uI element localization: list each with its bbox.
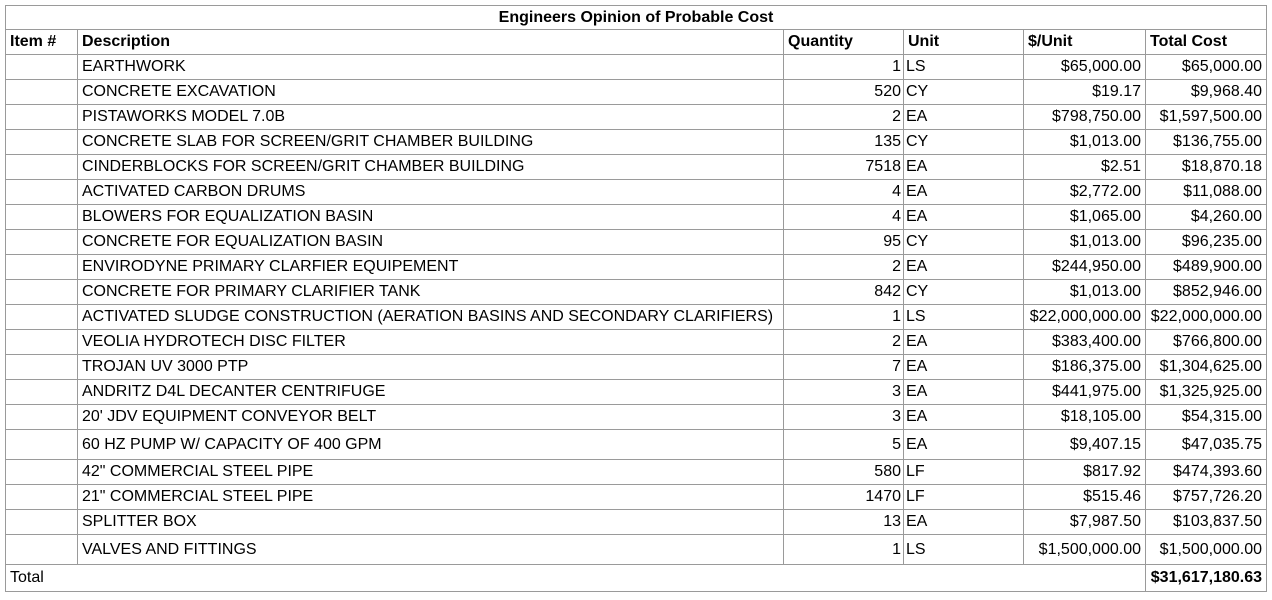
total-cost-cell: $11,088.00 <box>1146 180 1267 205</box>
unit-cell: LF <box>904 460 1024 485</box>
quantity-cell: 1 <box>784 305 904 330</box>
table-row <box>6 460 1267 485</box>
description-cell: CONCRETE FOR EQUALIZATION BASIN <box>78 230 784 255</box>
quantity-cell: 4 <box>784 205 904 230</box>
item-cell <box>6 55 78 80</box>
description-cell: VALVES AND FITTINGS <box>78 535 784 565</box>
item-cell <box>6 460 78 485</box>
item-cell <box>6 280 78 305</box>
unit-cost-cell: $1,013.00 <box>1024 130 1146 155</box>
total-cost-cell: $54,315.00 <box>1146 405 1267 430</box>
unit-cost-cell: $515.46 <box>1024 485 1146 510</box>
unit-cost-cell: $186,375.00 <box>1024 355 1146 380</box>
total-cost-cell: $22,000,000.00 <box>1146 305 1267 330</box>
item-cell <box>6 535 78 565</box>
item-cell <box>6 380 78 405</box>
title-row <box>6 6 1267 30</box>
total-cost-cell: $757,726.20 <box>1146 485 1267 510</box>
item-cell <box>6 305 78 330</box>
unit-cell: EA <box>904 355 1024 380</box>
description-cell: SPLITTER BOX <box>78 510 784 535</box>
quantity-cell: 2 <box>784 330 904 355</box>
table-row <box>6 105 1267 130</box>
item-cell <box>6 430 78 460</box>
cost-table-container <box>5 5 1267 592</box>
unit-cell: LS <box>904 55 1024 80</box>
quantity-cell: 135 <box>784 130 904 155</box>
unit-cost-cell: $1,500,000.00 <box>1024 535 1146 565</box>
quantity-cell: 2 <box>784 105 904 130</box>
total-cost-cell: $9,968.40 <box>1146 80 1267 105</box>
unit-cell: EA <box>904 430 1024 460</box>
quantity-cell: 5 <box>784 430 904 460</box>
quantity-cell: 580 <box>784 460 904 485</box>
description-cell: CONCRETE SLAB FOR SCREEN/GRIT CHAMBER BUILDING <box>78 130 784 155</box>
item-cell <box>6 255 78 280</box>
unit-cost-cell: $2.51 <box>1024 155 1146 180</box>
description-cell: PISTAWORKS MODEL 7.0B <box>78 105 784 130</box>
unit-cost-cell: $441,975.00 <box>1024 380 1146 405</box>
quantity-cell: 520 <box>784 80 904 105</box>
table-row <box>6 80 1267 105</box>
item-cell <box>6 510 78 535</box>
quantity-cell: 1 <box>784 535 904 565</box>
total-cost-cell: $766,800.00 <box>1146 330 1267 355</box>
header-item: Item # <box>6 30 78 55</box>
total-cost-cell: $1,325,925.00 <box>1146 380 1267 405</box>
item-cell <box>6 355 78 380</box>
description-cell: TROJAN UV 3000 PTP <box>78 355 784 380</box>
unit-cost-cell: $798,750.00 <box>1024 105 1146 130</box>
item-cell <box>6 155 78 180</box>
table-row <box>6 510 1267 535</box>
table-row <box>6 255 1267 280</box>
unit-cell: EA <box>904 380 1024 405</box>
item-cell <box>6 485 78 510</box>
item-cell <box>6 205 78 230</box>
description-cell: CONCRETE EXCAVATION <box>78 80 784 105</box>
description-cell: CONCRETE FOR PRIMARY CLARIFIER TANK <box>78 280 784 305</box>
unit-cell: EA <box>904 155 1024 180</box>
unit-cell: EA <box>904 105 1024 130</box>
unit-cost-cell: $18,105.00 <box>1024 405 1146 430</box>
unit-cell: CY <box>904 80 1024 105</box>
total-cost-cell: $489,900.00 <box>1146 255 1267 280</box>
total-cost-cell: $852,946.00 <box>1146 280 1267 305</box>
quantity-cell: 3 <box>784 380 904 405</box>
total-cost-cell: $103,837.50 <box>1146 510 1267 535</box>
table-body <box>6 55 1267 565</box>
header-quantity: Quantity <box>784 30 904 55</box>
table-row <box>6 280 1267 305</box>
unit-cell: LS <box>904 305 1024 330</box>
table-row <box>6 430 1267 460</box>
unit-cost-cell: $1,065.00 <box>1024 205 1146 230</box>
table-row <box>6 130 1267 155</box>
quantity-cell: 4 <box>784 180 904 205</box>
unit-cost-cell: $1,013.00 <box>1024 230 1146 255</box>
table-row <box>6 485 1267 510</box>
quantity-cell: 3 <box>784 405 904 430</box>
total-label: Total <box>6 565 1146 592</box>
total-cost-cell: $65,000.00 <box>1146 55 1267 80</box>
unit-cost-cell: $1,013.00 <box>1024 280 1146 305</box>
unit-cost-cell: $22,000,000.00 <box>1024 305 1146 330</box>
total-cost-cell: $136,755.00 <box>1146 130 1267 155</box>
total-cost-cell: $47,035.75 <box>1146 430 1267 460</box>
table-row <box>6 230 1267 255</box>
unit-cell: LF <box>904 485 1024 510</box>
quantity-cell: 7 <box>784 355 904 380</box>
unit-cell: CY <box>904 280 1024 305</box>
total-cost-cell: $18,870.18 <box>1146 155 1267 180</box>
table-row <box>6 535 1267 565</box>
unit-cell: CY <box>904 230 1024 255</box>
total-cost-cell: $1,500,000.00 <box>1146 535 1267 565</box>
quantity-cell: 1470 <box>784 485 904 510</box>
unit-cell: EA <box>904 405 1024 430</box>
cost-table <box>5 5 1267 592</box>
total-cost-cell: $474,393.60 <box>1146 460 1267 485</box>
unit-cost-cell: $19.17 <box>1024 80 1146 105</box>
description-cell: 60 HZ PUMP W/ CAPACITY OF 400 GPM <box>78 430 784 460</box>
item-cell <box>6 230 78 255</box>
description-cell: ACTIVATED CARBON DRUMS <box>78 180 784 205</box>
table-title: Engineers Opinion of Probable Cost <box>6 6 1267 30</box>
total-cost-cell: $1,597,500.00 <box>1146 105 1267 130</box>
unit-cell: EA <box>904 330 1024 355</box>
header-total-cost: Total Cost <box>1146 30 1267 55</box>
table-row <box>6 55 1267 80</box>
unit-cost-cell: $65,000.00 <box>1024 55 1146 80</box>
quantity-cell: 2 <box>784 255 904 280</box>
table-row <box>6 180 1267 205</box>
header-unit: Unit <box>904 30 1024 55</box>
total-cost-cell: $4,260.00 <box>1146 205 1267 230</box>
item-cell <box>6 405 78 430</box>
item-cell <box>6 105 78 130</box>
unit-cost-cell: $383,400.00 <box>1024 330 1146 355</box>
quantity-cell: 7518 <box>784 155 904 180</box>
header-row <box>6 30 1267 55</box>
description-cell: 20' JDV EQUIPMENT CONVEYOR BELT <box>78 405 784 430</box>
unit-cost-cell: $244,950.00 <box>1024 255 1146 280</box>
unit-cell: EA <box>904 180 1024 205</box>
description-cell: ENVIRODYNE PRIMARY CLARFIER EQUIPEMENT <box>78 255 784 280</box>
unit-cost-cell: $7,987.50 <box>1024 510 1146 535</box>
item-cell <box>6 180 78 205</box>
description-cell: ANDRITZ D4L DECANTER CENTRIFUGE <box>78 380 784 405</box>
description-cell: 21" COMMERCIAL STEEL PIPE <box>78 485 784 510</box>
total-value: $31,617,180.63 <box>1146 565 1267 592</box>
description-cell: CINDERBLOCKS FOR SCREEN/GRIT CHAMBER BUILDING <box>78 155 784 180</box>
total-row <box>6 565 1267 592</box>
table-row <box>6 380 1267 405</box>
description-cell: 42" COMMERCIAL STEEL PIPE <box>78 460 784 485</box>
unit-cost-cell: $9,407.15 <box>1024 430 1146 460</box>
quantity-cell: 13 <box>784 510 904 535</box>
table-row <box>6 305 1267 330</box>
total-cost-cell: $96,235.00 <box>1146 230 1267 255</box>
total-cost-cell: $1,304,625.00 <box>1146 355 1267 380</box>
description-cell: VEOLIA HYDROTECH DISC FILTER <box>78 330 784 355</box>
unit-cell: CY <box>904 130 1024 155</box>
header-unit-cost: $/Unit <box>1024 30 1146 55</box>
quantity-cell: 842 <box>784 280 904 305</box>
item-cell <box>6 130 78 155</box>
header-description: Description <box>78 30 784 55</box>
unit-cell: EA <box>904 255 1024 280</box>
unit-cell: LS <box>904 535 1024 565</box>
item-cell <box>6 330 78 355</box>
quantity-cell: 95 <box>784 230 904 255</box>
unit-cost-cell: $817.92 <box>1024 460 1146 485</box>
description-cell: BLOWERS FOR EQUALIZATION BASIN <box>78 205 784 230</box>
description-cell: EARTHWORK <box>78 55 784 80</box>
table-row <box>6 155 1267 180</box>
unit-cell: EA <box>904 205 1024 230</box>
quantity-cell: 1 <box>784 55 904 80</box>
table-row <box>6 330 1267 355</box>
unit-cell: EA <box>904 510 1024 535</box>
table-row <box>6 355 1267 380</box>
table-row <box>6 205 1267 230</box>
table-row <box>6 405 1267 430</box>
description-cell: ACTIVATED SLUDGE CONSTRUCTION (AERATION BASINS AND SECONDARY CLARIFIERS) <box>78 305 784 330</box>
unit-cost-cell: $2,772.00 <box>1024 180 1146 205</box>
item-cell <box>6 80 78 105</box>
